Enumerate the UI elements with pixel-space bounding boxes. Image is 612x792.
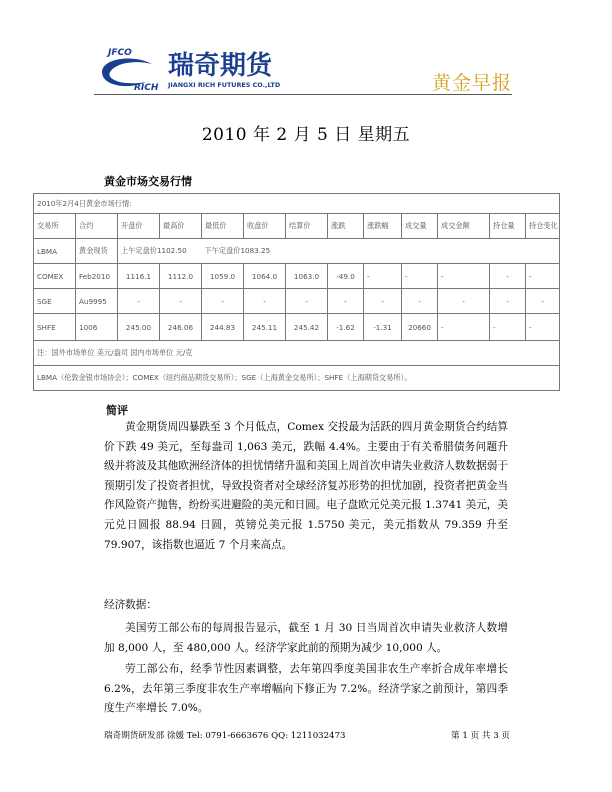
table-cell: 245.11 — [244, 314, 286, 341]
table-caption: 2010年2月4日黄金市场行情: — [34, 194, 560, 214]
table-header: 成交量 — [402, 214, 438, 239]
table-cell: 黄金现货 — [76, 239, 118, 264]
table-header: 涨跌幅 — [364, 214, 402, 239]
table-cell: COMEX — [34, 264, 76, 289]
table-row-shfe — [34, 314, 560, 341]
table-cell: 20660 — [402, 314, 438, 341]
logo-text-top: JFCO — [108, 48, 132, 58]
table-cell: - — [526, 264, 560, 289]
table-note-row — [34, 366, 560, 391]
table-note-row — [34, 341, 560, 366]
table-note-exchanges: LBMA（伦敦金银市场协会）；COMEX（纽约商品期货交易所）；SGE（上海黄金交易所）；SHFE（上海期货交易所）。 — [34, 366, 560, 391]
table-cell: - — [328, 289, 364, 314]
table-cell: - — [526, 289, 560, 314]
table-caption-row — [34, 194, 560, 214]
comment-body: 黄金期货周四暴跌至 3 个月低点，Comex 交投最为活跃的四月黄金期货合约结算价下跌 49 美元，至每盎司 1,063 美元，跌幅 4.4%。主要由于有关希腊债务问题升级并将波及其他欧洲经济体的担忧情绪升温和美国上周首次申请失业救济人数数据弱于预期引发了投资者担忧，导致投资者对全球经济复苏形势的担忧加剧，投资者把黄金当作风险资产抛售，纷纷买进避险的美元和日圆。电子盘欧元兑美元报 1.3741 美元，美元兑日圆报 88.94 日圆，英镑兑美元报 1.5750 美元，美元指数从 79.359 升至 79.907，该指数也逼近 7 个月来高点。 — [104, 421, 508, 551]
table-cell: - — [490, 314, 526, 341]
table-cell: 245.00 — [118, 314, 160, 341]
brand-cn: 瑞奇期货 — [168, 51, 273, 81]
table-cell: 1006 — [76, 314, 118, 341]
page-number: 第 1 页 共 3 页 — [451, 731, 510, 741]
table-cell: -1.62 — [328, 314, 364, 341]
table-cell: 1064.0 — [244, 264, 286, 289]
table-header: 收盘价 — [244, 214, 286, 239]
table-header: 交易所 — [34, 214, 76, 239]
table-cell: - — [402, 264, 438, 289]
table-cell: - — [364, 264, 402, 289]
table-cell: 246.06 — [160, 314, 202, 341]
table-cell: SGE — [34, 289, 76, 314]
table-cell: - — [160, 289, 202, 314]
header-divider — [94, 94, 512, 95]
table-cell: Feb2010 — [76, 264, 118, 289]
table-cell: Au9995 — [76, 289, 118, 314]
section-title: 黄金市场交易行情 — [104, 175, 192, 188]
table-header-row — [34, 214, 560, 239]
lbma-pm-fix: 下午定盘价1083.25 — [202, 239, 560, 264]
lbma-am-fix: 上午定盘价1102.50 — [118, 239, 202, 264]
table-cell: - — [402, 289, 438, 314]
table-cell: - — [438, 289, 490, 314]
table-cell: - — [438, 314, 490, 341]
table-header: 开盘价 — [118, 214, 160, 239]
brand-en: JIANGXI RICH FUTURES CO.,LTD — [168, 81, 281, 89]
market-table — [33, 193, 560, 391]
table-row-lbma — [34, 239, 560, 264]
table-header: 结算价 — [286, 214, 328, 239]
economic-title: 经济数据： — [104, 599, 157, 611]
table-header: 涨跌 — [328, 214, 364, 239]
table-cell: 1059.0 — [202, 264, 244, 289]
table-header: 合约 — [76, 214, 118, 239]
table-header: 持仓量 — [490, 214, 526, 239]
table-cell: 245.42 — [286, 314, 328, 341]
table-cell: - — [364, 289, 402, 314]
company-logo — [94, 42, 294, 94]
table-header: 持仓变化 — [526, 214, 560, 239]
table-cell: - — [286, 289, 328, 314]
economic-paragraph: 劳工部公布，经季节性因素调整，去年第四季度美国非农生产率折合成年率增长 6.2%，去年第三季度非农生产率增幅向下修正为 7.2%。经济学家之前预计，第四季度生产率增长 7.0%。 — [104, 663, 508, 715]
table-note-units: 注：国外市场单位 美元/盎司 国内市场单位 元/克 — [34, 341, 560, 366]
report-title: 黄金早报 — [431, 72, 512, 94]
date-line: 2010 年 2 月 5 日 星期五 — [201, 125, 411, 145]
logo-text-bottom: RICH — [134, 83, 159, 93]
footer-contact: 瑞奇期货研发部 徐媛 Tel: 0791-6663676 QQ: 1211032473 — [104, 731, 346, 741]
table-header: 成交金额 — [438, 214, 490, 239]
table-cell: SHFE — [34, 314, 76, 341]
table-cell: - — [118, 289, 160, 314]
table-cell: - — [490, 264, 526, 289]
table-header: 最低价 — [202, 214, 244, 239]
comment-title: 简评 — [106, 404, 128, 417]
table-cell: -1.31 — [364, 314, 402, 341]
table-cell: 1112.0 — [160, 264, 202, 289]
table-header: 最高价 — [160, 214, 202, 239]
economic-paragraph: 美国劳工部公布的每周报告显示，截至 1 月 30 日当周首次申请失业救济人数增加 8,000 人，至 480,000 人。经济学家此前的预期为减少 10,000 人。 — [104, 622, 508, 654]
table-cell: 1063.0 — [286, 264, 328, 289]
table-row-comex — [34, 264, 560, 289]
table-cell: - — [490, 289, 526, 314]
table-cell: LBMA — [34, 239, 76, 264]
table-cell: -49.0 — [328, 264, 364, 289]
table-cell: - — [438, 264, 490, 289]
table-cell: - — [202, 289, 244, 314]
table-row-sge — [34, 289, 560, 314]
table-cell: 1116.1 — [118, 264, 160, 289]
table-cell: - — [244, 289, 286, 314]
table-cell: 244.83 — [202, 314, 244, 341]
table-cell: - — [526, 314, 560, 341]
